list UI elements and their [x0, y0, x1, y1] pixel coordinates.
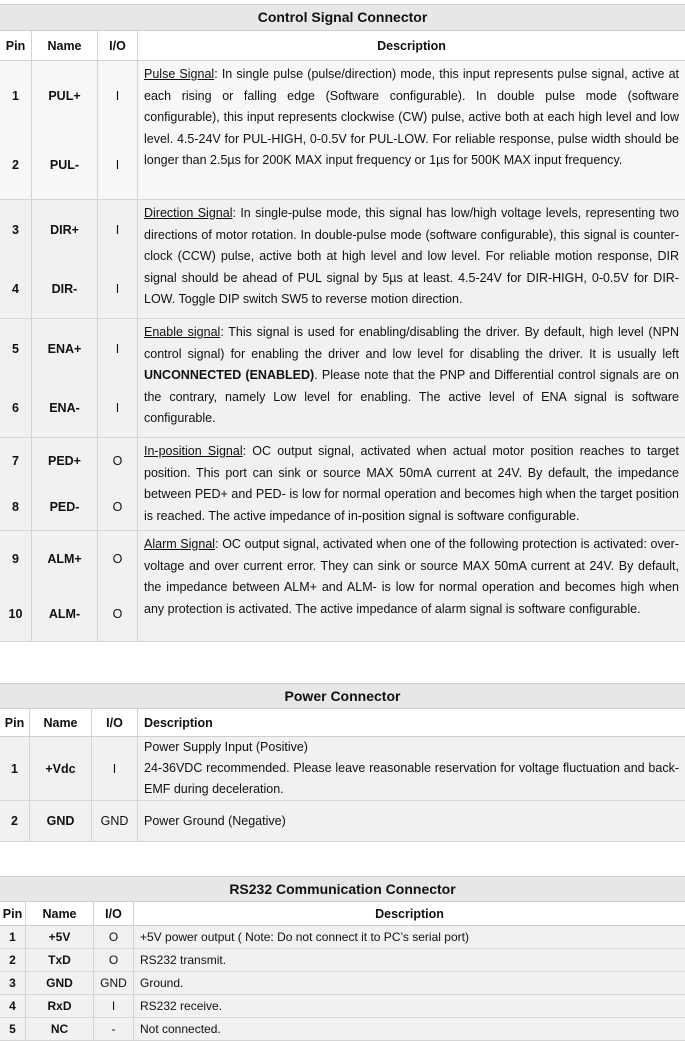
io-cell: I [92, 737, 138, 800]
header-description: Description [377, 38, 446, 53]
pin-cell: 3 [0, 972, 26, 994]
table-header [0, 709, 685, 737]
pin-cell: 2 [0, 801, 30, 841]
pin-cell: 2 [0, 130, 32, 199]
description-cell [138, 801, 685, 841]
pin-cell: 1 [0, 737, 30, 800]
pin-cell: 5 [0, 1018, 26, 1040]
name-cell: +Vdc [30, 737, 92, 800]
signal-group [0, 531, 685, 642]
io-cell: I [98, 259, 138, 318]
description-cell: Ground. [140, 976, 184, 990]
pin-cell: 6 [0, 378, 32, 437]
table-row [0, 319, 138, 378]
name-cell: PED+ [32, 438, 98, 484]
io-cell: O [98, 531, 138, 586]
table-row [0, 130, 138, 199]
signal-heading: Enable signal [144, 325, 221, 339]
description-text: : OC output signal, activated when actual motor position reaches to target position. This port can sink or source MAX 50mA current at 24V. By default, the impedance between PED+ and PED- is low for normal operation and becomes high when the target position is reached. The active impedance of in-position signal is software configurable. [144, 444, 679, 523]
signal-description [138, 203, 685, 311]
name-cell: ENA- [32, 378, 98, 437]
table-title: Power Connector [0, 683, 685, 709]
signal-group [0, 200, 685, 319]
header-io: I/O [98, 31, 138, 60]
io-cell: I [98, 319, 138, 378]
pin-cell: 4 [0, 259, 32, 318]
header-pin: Pin [0, 902, 26, 925]
name-cell: PUL+ [32, 61, 98, 130]
table-row [0, 259, 138, 318]
header-name: Name [26, 902, 94, 925]
description-cell: +5V power output ( Note: Do not connect it to PC’s serial port) [140, 930, 469, 944]
name-cell: GND [30, 801, 92, 841]
signal-group [0, 438, 685, 531]
header-io: I/O [92, 709, 138, 736]
table-header [0, 902, 685, 926]
table-title: RS232 Communication Connector [0, 876, 685, 902]
table-row [0, 484, 138, 530]
pin-cell: 3 [0, 200, 32, 259]
description-bold-text: UNCONNECTED (ENABLED) [144, 368, 315, 382]
name-cell: ENA+ [32, 319, 98, 378]
pin-cell: 7 [0, 438, 32, 484]
name-cell: PED- [32, 484, 98, 530]
description-cell: RS232 receive. [140, 999, 223, 1013]
header-description: Description [375, 906, 444, 921]
table-row [0, 1018, 685, 1041]
io-cell: I [98, 61, 138, 130]
table-title: Control Signal Connector [0, 4, 685, 31]
table-row [0, 801, 685, 842]
io-cell: O [94, 949, 134, 971]
io-cell: O [98, 438, 138, 484]
header-pin: Pin [0, 709, 30, 736]
signal-description [138, 534, 685, 620]
io-cell: O [98, 484, 138, 530]
name-cell: NC [26, 1018, 94, 1040]
description-cell: Not connected. [140, 1022, 221, 1036]
description-line: Power Supply Input (Positive) [144, 740, 308, 754]
name-cell: +5V [26, 926, 94, 948]
description-line: Power Ground (Negative) [144, 813, 286, 828]
table-row [0, 586, 138, 641]
name-cell: ALM+ [32, 531, 98, 586]
description-cell: RS232 transmit. [140, 953, 227, 967]
signal-heading: Pulse Signal [144, 67, 215, 81]
header-description: Description [144, 715, 213, 730]
description-text: : This signal is used for enabling/disabling the driver. By default, high level (NPN control signal) for enabling the driver and low level for disabling the driver. It is usually left [144, 325, 679, 361]
table-row [0, 995, 685, 1018]
header-io: I/O [94, 902, 134, 925]
signal-description [138, 64, 685, 172]
name-cell: GND [26, 972, 94, 994]
control-signal-table [0, 4, 685, 642]
signal-group [0, 61, 685, 200]
io-cell: I [98, 378, 138, 437]
header-name: Name [30, 709, 92, 736]
pin-cell: 4 [0, 995, 26, 1017]
table-row [0, 378, 138, 437]
signal-heading: Direction Signal [144, 206, 233, 220]
table-row [0, 949, 685, 972]
description-line: 24-36VDC recommended. Please leave reasonable reservation for voltage fluctuation and back-EMF during deceleration. [144, 761, 679, 796]
table-row [0, 438, 138, 484]
table-row [0, 972, 685, 995]
io-cell: I [98, 200, 138, 259]
name-cell: RxD [26, 995, 94, 1017]
name-cell: DIR- [32, 259, 98, 318]
rs232-connector-table [0, 876, 685, 1041]
signal-description [138, 441, 685, 527]
io-cell: GND [94, 972, 134, 994]
name-cell: PUL- [32, 130, 98, 199]
name-cell: DIR+ [32, 200, 98, 259]
header-pin: Pin [0, 31, 32, 60]
description-text: : In single pulse (pulse/direction) mode, this input represents pulse signal, active at each rising or falling edge (Software configurable). In double pulse mode (software configurable), this input represents clockwise (CW) pulse, active both at each high level and low level. 4.5-24V for PUL-HIGH, 0-0.5V for PUL-LOW. For reliable response, pulse width should be longer than 2.5µs for 200K MAX input frequency or 1µs for 500K MAX input frequency. [144, 67, 679, 167]
description-cell [138, 737, 685, 800]
power-connector-table [0, 683, 685, 842]
description-text: : In single-pulse mode, this signal has low/high voltage levels, representing two directions of motor rotation. In double-pulse mode (software configurable), this signal is counter-clock (CCW) pulse, active both at high level and low level. For reliable motion response, DIR signal should be ahead of PUL signal by 5µs at least. 4.5-24V for DIR-HIGH, 0-0.5V for DIR-LOW. Toggle DIP switch SW5 to reverse motion direction. [144, 206, 679, 306]
io-cell: I [94, 995, 134, 1017]
table-row [0, 531, 138, 586]
header-name: Name [32, 31, 98, 60]
table-row [0, 200, 138, 259]
io-cell: GND [92, 801, 138, 841]
signal-heading: Alarm Signal [144, 537, 216, 551]
table-row [0, 737, 685, 801]
io-cell: O [94, 926, 134, 948]
description-text: : OC output signal, activated when one of the following protection is activated: over-voltage and over current error. They can sink or source MAX 50mA current at 24V. By default, the impedance between ALM+ and ALM- is low for normal operation and becomes high when any protection is activated. The active impedance of alarm signal is software configurable. [144, 537, 679, 616]
io-cell: I [98, 130, 138, 199]
table-header [0, 31, 685, 61]
pin-cell: 1 [0, 926, 26, 948]
pin-cell: 8 [0, 484, 32, 530]
table-row [0, 926, 685, 949]
pin-cell: 2 [0, 949, 26, 971]
signal-heading: In-position Signal [144, 444, 243, 458]
description-text: . Please note that the PNP and Differential control signals are on the contrary, namely Low level for enabling. The active level of ENA signal is software configurable. [144, 368, 679, 425]
name-cell: ALM- [32, 586, 98, 641]
io-cell: O [98, 586, 138, 641]
pin-cell: 9 [0, 531, 32, 586]
pin-cell: 1 [0, 61, 32, 130]
io-cell: - [94, 1018, 134, 1040]
name-cell: TxD [26, 949, 94, 971]
signal-group [0, 319, 685, 438]
pin-cell: 5 [0, 319, 32, 378]
signal-description [138, 322, 685, 430]
pin-cell: 10 [0, 586, 32, 641]
table-row [0, 61, 138, 130]
